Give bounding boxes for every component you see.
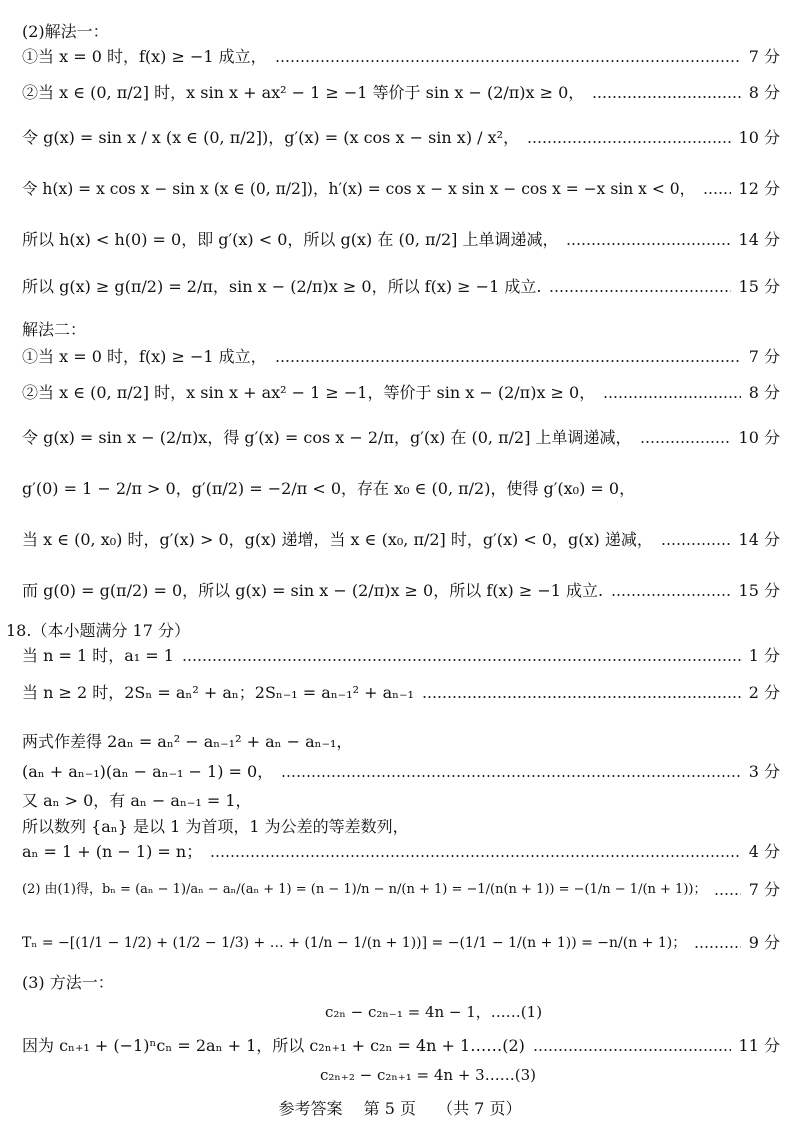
document-line [0, 925, 800, 961]
document-line [0, 75, 800, 111]
score-label: 8 分 [748, 83, 780, 102]
document-line [0, 222, 800, 258]
score-label: 9 分 [748, 933, 780, 952]
line-text: 又 aₙ > 0，有 aₙ − aₙ₋₁ = 1， [22, 791, 252, 810]
dot-leader [275, 60, 741, 62]
line-text: 令 h(x) = x cos x − sin x (x ∈ (0, π/2])，h′(x) = cos x − x sin x − cos x = −x sin x < 0， [22, 180, 696, 198]
line-text: 所以 g(x) ≥ g(π/2) = 2/π，sin x − (2/π)x ≥ 0，所以 f(x) ≥ −1 成立. [22, 277, 542, 296]
page-footer [0, 1096, 800, 1119]
document-line [0, 834, 800, 870]
document-line [0, 339, 800, 375]
score-label: 3 分 [748, 762, 780, 781]
line-text: 因为 cₙ₊₁ + (−1)ⁿcₙ = 2aₙ + 1，所以 c₂ₙ₊₁ + c₂ₙ = 4n + 1……(2) [22, 1036, 525, 1055]
document-line [0, 522, 800, 558]
line-text: Tₙ = −[(1/1 − 1/2) + (1/2 − 1/3) + … + (1/n − 1/(n + 1))] = −(1/1 − 1/(n + 1)) = −n/(n + 1)； [22, 935, 687, 951]
document-line [0, 872, 800, 908]
line-text: 令 g(x) = sin x − (2/π)x，得 g′(x) = cos x − 2/π，g′(x) 在 (0, π/2] 上单调递减， [22, 428, 632, 447]
line-text: (3) 方法一： [22, 973, 114, 992]
score-label: 8 分 [748, 383, 780, 402]
score-label: 12 分 [738, 179, 780, 198]
dot-leader [611, 594, 731, 596]
dot-leader [281, 775, 741, 777]
score-label: 14 分 [738, 530, 780, 549]
document-line [0, 420, 800, 456]
line-text: 所以 h(x) < h(0) = 0，即 g′(x) < 0，所以 g(x) 在 (0, π/2] 上单调递减， [22, 230, 559, 249]
document-line [0, 120, 800, 156]
equation-1: c₂ₙ − c₂ₙ₋₁ = 4n − 1，……(1) [325, 1003, 543, 1021]
document-line [0, 471, 800, 507]
line-text: 18.（本小题满分 17 分） [6, 621, 190, 640]
line-text: 所以数列 {aₙ} 是以 1 为首项，1 为公差的等差数列， [22, 817, 409, 836]
dot-leader [603, 396, 741, 398]
score-label: 10 分 [738, 128, 780, 147]
document-line [0, 171, 800, 207]
line-text: 当 n ≥ 2 时，2Sₙ = aₙ² + aₙ；2Sₙ₋₁ = aₙ₋₁² + aₙ₋₁ [22, 683, 414, 702]
line-text: (2)解法一： [22, 22, 109, 41]
dot-leader [592, 96, 741, 98]
document-line [0, 269, 800, 305]
dot-leader [640, 441, 731, 443]
document-line [0, 1028, 800, 1064]
line-text: ②当 x ∈ (0, π/2] 时，x sin x + ax² − 1 ≥ −1 等价于 sin x − (2/π)x ≥ 0， [22, 83, 585, 102]
dot-leader [210, 855, 741, 857]
dot-leader [182, 659, 741, 661]
line-text: g′(0) = 1 − 2/π > 0，g′(π/2) = −2/π < 0，存在 x₀ ∈ (0, π/2)，使得 g′(x₀) = 0， [22, 479, 636, 498]
line-text: (aₙ + aₙ₋₁)(aₙ − aₙ₋₁ − 1) = 0， [22, 762, 274, 781]
line-text: 当 x ∈ (0, x₀) 时，g′(x) > 0，g(x) 递增，当 x ∈ (x₀, π/2] 时，g′(x) < 0，g(x) 递减， [22, 530, 653, 549]
line-text: 解法二： [22, 320, 87, 339]
dot-leader [694, 946, 741, 948]
footer-page-number: 第 5 页 [363, 1099, 416, 1118]
score-label: 7 分 [748, 880, 780, 899]
dot-leader [661, 543, 731, 545]
dot-leader [714, 893, 741, 895]
line-text: ①当 x = 0 时，f(x) ≥ −1 成立， [22, 47, 267, 66]
score-label: 1 分 [748, 646, 780, 665]
score-label: 7 分 [748, 47, 780, 66]
document-line [0, 638, 800, 674]
score-label: 15 分 [738, 277, 780, 296]
line-text: 令 g(x) = sin x / x (x ∈ (0, π/2])，g′(x) = (x cos x − sin x) / x²， [22, 128, 520, 147]
score-label: 7 分 [748, 347, 780, 366]
line-text: 当 n = 1 时，a₁ = 1 [22, 646, 174, 665]
line-text: 两式作差得 2aₙ = aₙ² − aₙ₋₁² + aₙ − aₙ₋₁， [22, 732, 353, 751]
line-text: ②当 x ∈ (0, π/2] 时，x sin x + ax² − 1 ≥ −1，等价于 sin x − (2/π)x ≥ 0， [22, 383, 596, 402]
dot-leader [566, 243, 731, 245]
dot-leader [549, 290, 731, 292]
footer-total-pages: （共 7 页） [437, 1099, 522, 1118]
dot-leader [275, 360, 741, 362]
document-line [0, 675, 800, 711]
dot-leader [422, 696, 741, 698]
document-line [0, 375, 800, 411]
score-label: 4 分 [748, 842, 780, 861]
line-text: (2) 由(1)得，bₙ = (aₙ − 1)/aₙ − aₙ/(aₙ + 1) = (n − 1)/n − n/(n + 1) = −1/(n(n + 1)) = −(1/n − 1/(n + 1))； [22, 882, 707, 897]
document-line [0, 965, 800, 1001]
line-text: aₙ = 1 + (n − 1) = n； [22, 842, 203, 861]
line-text: 而 g(0) = g(π/2) = 0，所以 g(x) = sin x − (2/π)x ≥ 0，所以 f(x) ≥ −1 成立. [22, 581, 604, 600]
footer-label: 参考答案 [278, 1099, 343, 1118]
line-text: ①当 x = 0 时，f(x) ≥ −1 成立， [22, 347, 267, 366]
dot-leader [527, 141, 731, 143]
score-label: 11 分 [738, 1036, 780, 1055]
dot-leader [703, 192, 731, 194]
score-label: 15 分 [738, 581, 780, 600]
document-line [0, 573, 800, 609]
score-label: 10 分 [738, 428, 780, 447]
document-line [0, 39, 800, 75]
score-label: 2 分 [748, 683, 780, 702]
score-label: 14 分 [738, 230, 780, 249]
dot-leader [533, 1049, 731, 1051]
equation-3: c₂ₙ₊₂ − c₂ₙ₊₁ = 4n + 3……(3) [320, 1066, 536, 1084]
